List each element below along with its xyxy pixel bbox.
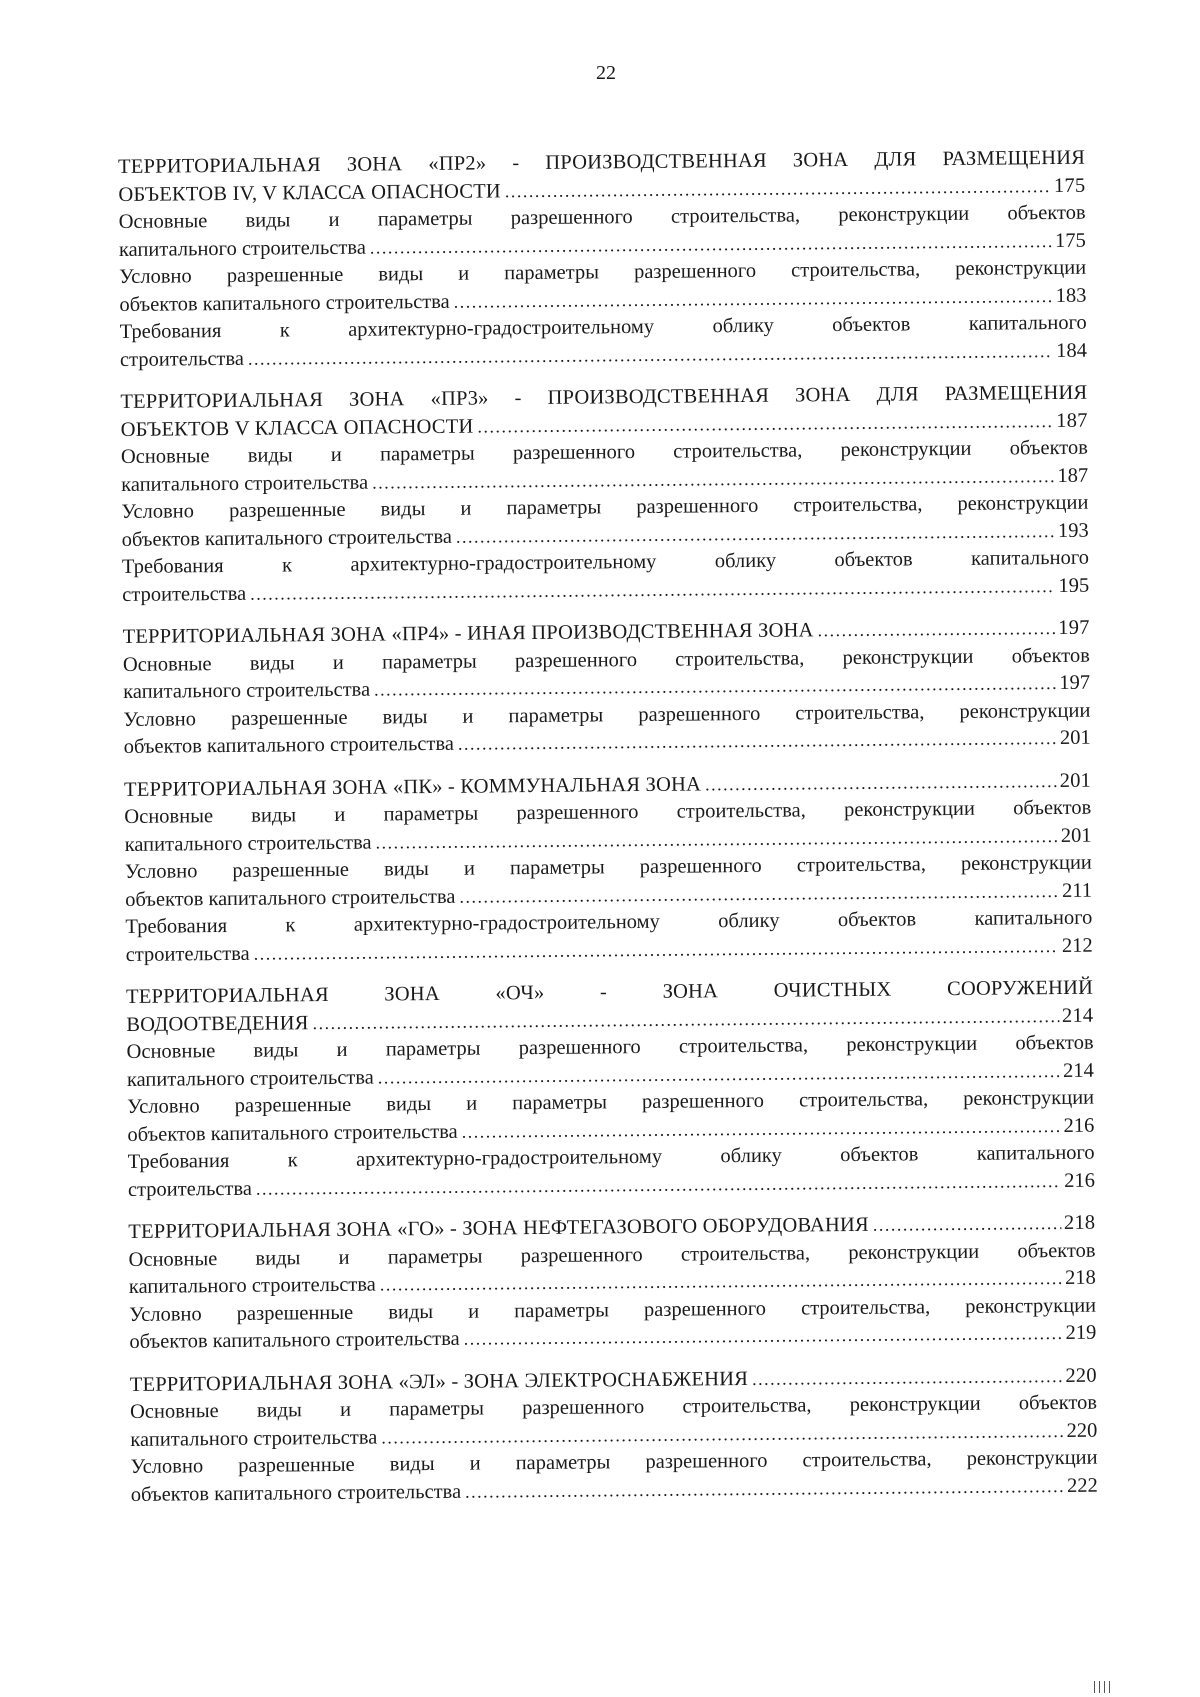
toc-entry[interactable] bbox=[125, 905, 1092, 969]
toc-section bbox=[130, 1362, 1098, 1509]
toc-entry[interactable] bbox=[119, 255, 1086, 319]
toc-line: Основные виды и параметры разрешенного строительства, реконструкции объектов bbox=[120, 436, 1088, 468]
toc-entry-text: объектов капитального строительства bbox=[121, 525, 453, 551]
toc-page-number: 222 bbox=[1066, 1474, 1098, 1497]
toc-entry-text: капитального строительства bbox=[130, 1426, 378, 1451]
toc-entry-text: капитального строительства bbox=[126, 1066, 374, 1091]
toc-section bbox=[126, 975, 1095, 1204]
toc-entry[interactable] bbox=[121, 490, 1088, 554]
toc-zone-title[interactable] bbox=[126, 975, 1093, 1039]
dot-leader bbox=[752, 1362, 1063, 1392]
toc-page-number: 201 bbox=[1059, 726, 1091, 749]
toc-section bbox=[118, 145, 1087, 374]
toc-page-number: 216 bbox=[1064, 1169, 1096, 1192]
toc-page-number: 212 bbox=[1061, 934, 1093, 957]
toc-entry-text: ОБЪЕКТОВ V КЛАССА ОПАСНОСТИ bbox=[120, 415, 474, 441]
toc-entry[interactable] bbox=[125, 850, 1092, 914]
toc-page-number: 193 bbox=[1057, 519, 1089, 542]
toc-entry[interactable] bbox=[120, 310, 1087, 374]
toc-page-number: 187 bbox=[1056, 409, 1088, 432]
toc-page-number: 214 bbox=[1062, 1059, 1094, 1082]
toc-entry[interactable] bbox=[122, 545, 1089, 609]
toc-page-number: 220 bbox=[1065, 1364, 1097, 1387]
dot-leader bbox=[464, 1320, 1063, 1353]
toc-entry-text: ВОДООТВЕДЕНИЯ bbox=[126, 1011, 309, 1036]
toc-page-number: 195 bbox=[1058, 574, 1090, 597]
toc-entry-text: капитального строительства bbox=[118, 236, 366, 261]
toc-line: ТЕРРИТОРИАЛЬНАЯ ЗОНА «ПР2» - ПРОИЗВОДСТВЕННАЯ ЗОНА ДЛЯ РАЗМЕЩЕНИЯ bbox=[118, 146, 1086, 178]
toc-entry-text: ТЕРРИТОРИАЛЬНАЯ ЗОНА «ПК» - КОММУНАЛЬНАЯ ЗОНА bbox=[123, 772, 702, 801]
toc-line: Основные виды и параметры разрешенного строительства, реконструкции объектов bbox=[118, 201, 1086, 233]
page-number: 22 bbox=[596, 62, 616, 84]
toc-line: Основные виды и параметры разрешенного строительства, реконструкции объектов bbox=[122, 644, 1090, 676]
toc-entry-text: ТЕРРИТОРИАЛЬНАЯ ЗОНА «ПР4» - ИНАЯ ПРОИЗВОДСТВЕННАЯ ЗОНА bbox=[122, 619, 814, 648]
toc-line: Требования к архитектурно-градостроительному облику объектов капитального bbox=[119, 311, 1087, 343]
toc-entry-text: строительства bbox=[122, 582, 247, 606]
toc-line: Условно разрешенные виды и параметры разрешенного строительства, реконструкции bbox=[130, 1446, 1098, 1478]
toc-line: Основные виды и параметры разрешенного строительства, реконструкции объектов bbox=[129, 1391, 1098, 1423]
toc-page-number: 218 bbox=[1063, 1211, 1096, 1234]
toc-line: Основные виды и параметры разрешенного строительства, реконструкции объектов bbox=[126, 1031, 1094, 1063]
toc-page-number: 187 bbox=[1057, 464, 1089, 487]
toc-entry[interactable] bbox=[130, 1390, 1097, 1454]
toc-entry-text: строительства bbox=[119, 347, 245, 371]
toc-section bbox=[123, 615, 1091, 762]
dot-leader bbox=[705, 768, 1057, 799]
toc-line: Основные виды и параметры разрешенного строительства, реконструкции объектов bbox=[128, 1239, 1096, 1271]
toc-line: Основные виды и параметры разрешенного строительства, реконструкции объектов bbox=[124, 796, 1092, 828]
toc-zone-title[interactable] bbox=[118, 145, 1085, 209]
toc-page-number: 175 bbox=[1053, 174, 1086, 197]
toc-line: Условно разрешенные виды и параметры разрешенного строительства, реконструкции bbox=[121, 491, 1089, 523]
toc-entry-text: объектов капитального строительства bbox=[130, 1480, 462, 1506]
toc-entry-text: капитального строительства bbox=[124, 831, 372, 856]
toc-entry[interactable] bbox=[129, 1292, 1096, 1356]
toc-page-number: 211 bbox=[1062, 879, 1093, 902]
toc-page-number: 184 bbox=[1056, 339, 1088, 362]
toc-page-number: 183 bbox=[1055, 284, 1087, 307]
toc-entry-text: объектов капитального строительства bbox=[119, 290, 450, 316]
toc-line: Условно разрешенные виды и параметры разрешенного строительства, реконструкции bbox=[123, 699, 1091, 731]
toc-entry[interactable] bbox=[123, 642, 1090, 706]
toc-entry-text: строительства bbox=[125, 942, 250, 966]
toc-line: Условно разрешенные виды и параметры разрешенного строительства, реконструкции bbox=[129, 1294, 1097, 1326]
toc-entry[interactable] bbox=[123, 697, 1090, 761]
toc-page-number: 197 bbox=[1059, 671, 1091, 694]
toc-entry-text: объектов капитального строительства bbox=[125, 885, 456, 911]
toc-line: ТЕРРИТОРИАЛЬНАЯ ЗОНА «ПР3» - ПРОИЗВОДСТВЕННАЯ ЗОНА ДЛЯ РАЗМЕЩЕНИЯ bbox=[120, 381, 1088, 413]
toc-section bbox=[120, 380, 1089, 609]
toc-line: Требования к архитектурно-градостроительному облику объектов капитального bbox=[121, 546, 1090, 578]
toc-entry[interactable] bbox=[124, 795, 1091, 859]
toc-entry-text: объектов капитального строительства bbox=[123, 732, 455, 758]
dot-leader bbox=[465, 1472, 1064, 1505]
toc-entry[interactable] bbox=[127, 1085, 1094, 1149]
toc-entry[interactable] bbox=[121, 435, 1088, 499]
toc-page-number: 201 bbox=[1059, 769, 1092, 792]
toc-line: ТЕРРИТОРИАЛЬНАЯ ЗОНА «ОЧ» - ЗОНА ОЧИСТНЫХ СООРУЖЕНИЙ bbox=[125, 976, 1094, 1008]
dot-leader bbox=[817, 615, 1055, 645]
toc-line: Требования к архитектурно-градостроительному облику объектов капитального bbox=[127, 1141, 1095, 1173]
toc-entry-text: капитального строительства bbox=[128, 1273, 376, 1298]
toc-line: Условно разрешенные виды и параметры разрешенного строительства, реконструкции bbox=[124, 851, 1092, 883]
toc-page-number: 220 bbox=[1066, 1419, 1098, 1442]
toc-entry-text: ТЕРРИТОРИАЛЬНАЯ ЗОНА «ЭЛ» - ЗОНА ЭЛЕКТРОСНАБЖЕНИЯ bbox=[129, 1367, 749, 1396]
table-of-contents bbox=[118, 145, 1098, 1524]
toc-entry-text: строительства bbox=[127, 1177, 253, 1201]
toc-page-number: 216 bbox=[1063, 1114, 1095, 1137]
toc-page-number: 218 bbox=[1064, 1266, 1096, 1289]
toc-zone-title[interactable] bbox=[120, 380, 1087, 444]
toc-entry-text: ОБЪЕКТОВ IV, V КЛАССА ОПАСНОСТИ bbox=[118, 179, 501, 206]
toc-entry-text: капитального строительства bbox=[121, 471, 369, 496]
toc-entry-text: объектов капитального строительства bbox=[127, 1120, 458, 1146]
toc-entry[interactable] bbox=[130, 1445, 1097, 1509]
toc-line: Условно разрешенные виды и параметры разрешенного строительства, реконструкции bbox=[127, 1086, 1095, 1118]
toc-page-number: 197 bbox=[1058, 616, 1090, 639]
dot-leader bbox=[873, 1210, 1061, 1239]
toc-page-number: 219 bbox=[1065, 1321, 1097, 1344]
toc-page-number: 201 bbox=[1060, 824, 1092, 847]
toc-section bbox=[128, 1210, 1096, 1357]
toc-entry[interactable] bbox=[128, 1140, 1095, 1204]
toc-entry-text: ТЕРРИТОРИАЛЬНАЯ ЗОНА «ГО» - ЗОНА НЕФТЕГАЗОВОГО ОБОРУДОВАНИЯ bbox=[128, 1213, 869, 1243]
toc-line: Требования к архитектурно-градостроительному облику объектов капитального bbox=[125, 906, 1093, 938]
toc-entry[interactable] bbox=[126, 1030, 1093, 1094]
toc-entry-text: объектов капитального строительства bbox=[129, 1327, 460, 1353]
toc-page-number: 214 bbox=[1061, 1004, 1094, 1027]
scan-edge-marks bbox=[1094, 1681, 1110, 1693]
toc-page-number: 175 bbox=[1055, 229, 1086, 252]
toc-line: Условно разрешенные виды и параметры разрешенного строительства, реконструкции bbox=[119, 256, 1087, 288]
toc-entry-text: капитального строительства bbox=[123, 678, 371, 703]
toc-section bbox=[124, 767, 1093, 969]
dot-leader bbox=[458, 725, 1057, 758]
toc-entry[interactable] bbox=[119, 200, 1086, 264]
toc-entry[interactable] bbox=[128, 1237, 1095, 1301]
